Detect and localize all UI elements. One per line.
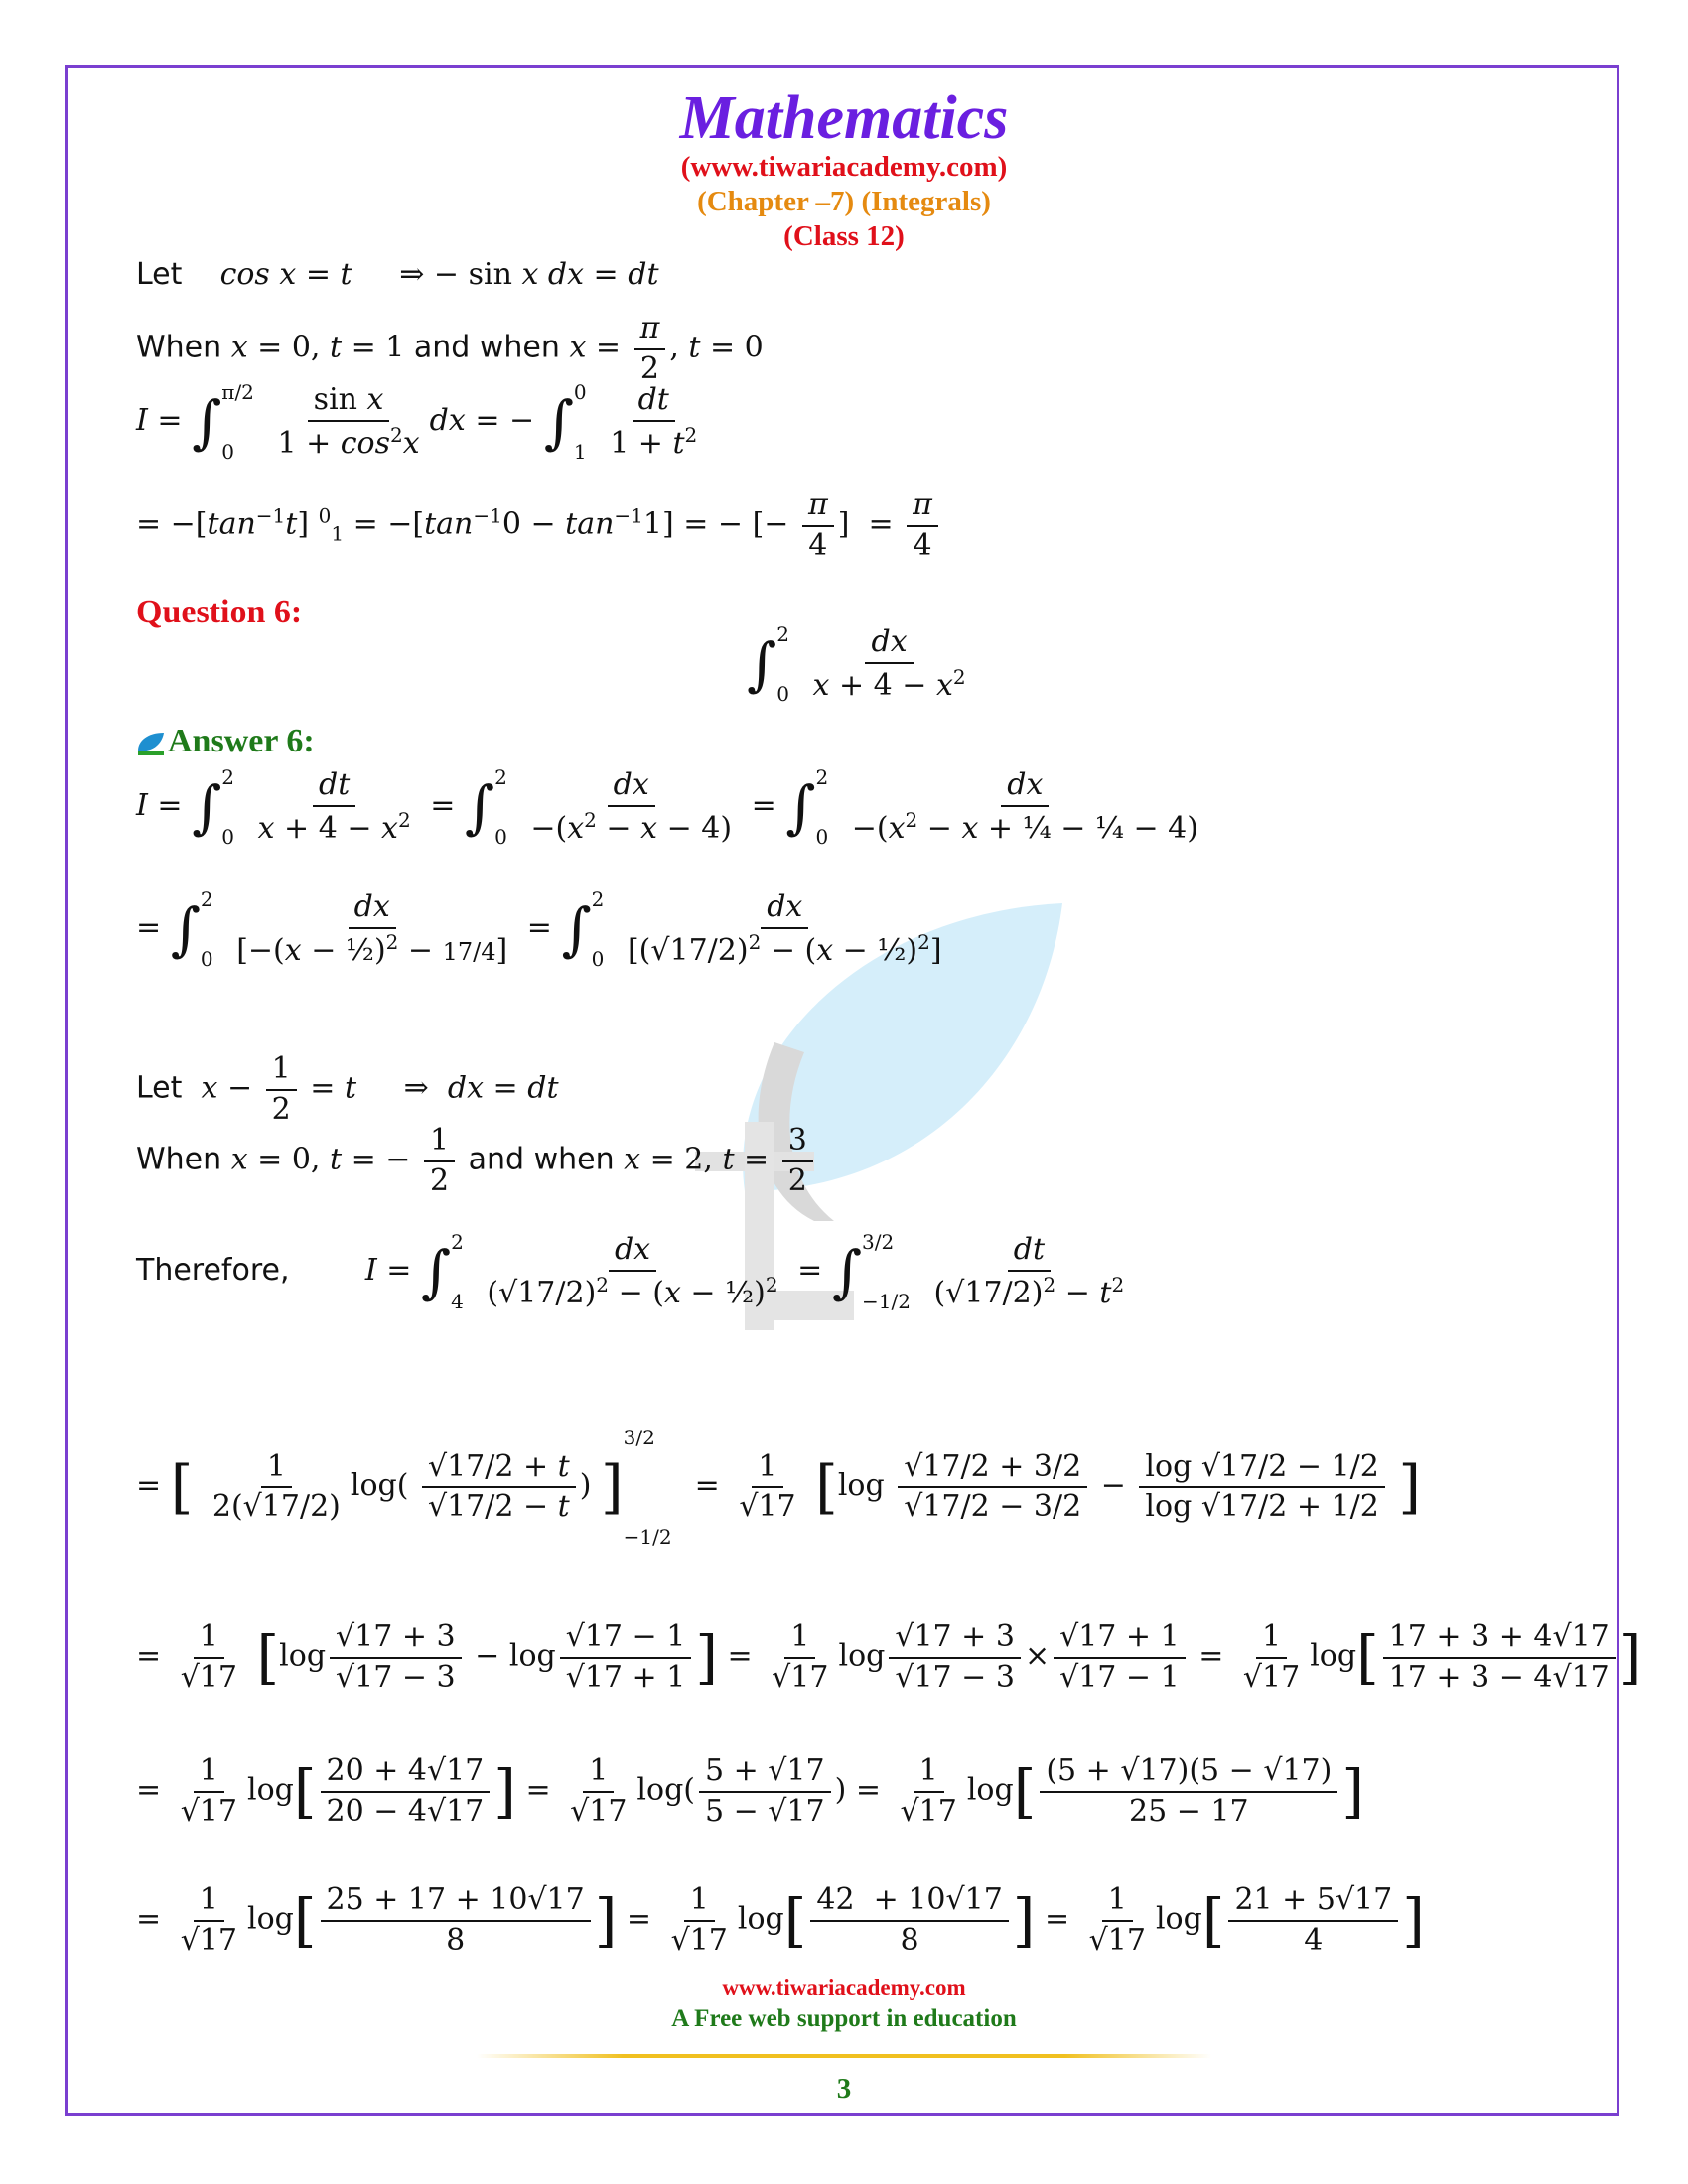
tan-result-line: = $-[\tan^{-1}t] ^0_1 = -[\tan^{-1}0 - \tan^{-1}1]$ = − [− $\frac{\pi}{4}$ ] = $\frac{\pi}{4}$ (136, 486, 942, 565)
header-class: (Class 12) (783, 220, 905, 252)
answer-line-1: I = ∫ 2 0 $\frac{dt}{x + 4 - x^2}$ = ∫ 2 0 $\frac{dx}{-(x^2 - x - 4)}$ = ∫ 2 0 $\frac{dx}{-(x^2 - x + \frac{1}{4} - \frac{1}{4} - 4)}$ (136, 765, 1198, 849)
footer-tagline: A Free web support in education (671, 2005, 1017, 2032)
answer-line-4: = [ $\frac{1}{2(√17/2)}$ log( $\frac{√17/2 + t}{√17/2 - t}$ ) ] 3/2 −1/2 = $\frac{1}{√17}$ [log $\frac{√17/2 + 3/2}{√17/2 - 3/2}$ − $\frac{\log √17/2 - 1/2}{\log √17/2 + 1/2}$ ] (136, 1426, 1421, 1549)
answer-line-2: = ∫ 2 0 $\frac{dx}{[-(x - \frac{1}{2})^2 - 17/4]}$ = ∫ 2 0 $\frac{dx}{[(√17/2)^2 - (x - \frac{1}{2})^2]}$ (136, 887, 942, 971)
page-title: Mathematics (679, 84, 1009, 152)
question-label: Question 6: (136, 594, 303, 630)
answer-limits-line: When x = 0, t = − $\frac{1}{2}$ and when x = 2, t = $\frac{3}{2}$ (136, 1122, 817, 1200)
page-number: 3 (836, 2073, 852, 2105)
limits-line: When x = 0, t = 1 and when x = $\frac{\pi}{2}$ , t = 0 (136, 311, 764, 386)
let-substitution-line: Let cos x = t ⇒ − sin x dx = dt (136, 257, 659, 292)
footer-website[interactable]: www.tiwariacademy.com (722, 1976, 966, 2000)
footer-divider (477, 2054, 1211, 2058)
answer-heading (136, 723, 315, 760)
integral-transform-line: I = ∫ π/2 0 $\frac{\text{sin x}}{1 + \cos^2x}$ dx = − ∫ 0 1 $\frac{dt}{1 + t^2}$ (136, 380, 698, 464)
answer-label: Answer 6: (168, 723, 315, 759)
answer-line-7: = $\frac{1}{√17}$ log[ $\frac{25 + 17 + 10√17}{8}$ ] = $\frac{1}{√17}$ log[ $\frac{42 + 10√17}{8}$ ] = $\frac{1}{√17}$ log[ $\frac{21 + 5√17}{4}$ ] (136, 1882, 1425, 1958)
header-website[interactable]: (www.tiwariacademy.com) (680, 151, 1008, 183)
question-expression: ∫ 2 0 $\frac{dx}{x + 4 - x^2}$ (747, 622, 966, 706)
let-x-line: Let x − $\frac{1}{2}$ = t ⇒ dx = dt (136, 1051, 559, 1127)
header-chapter: (Chapter –7) (Integrals) (697, 186, 991, 217)
answer-line-5: = $\frac{1}{√17}$ [log $\frac{√17 + 3}{√17 - 3}$ − log $\frac{√17 - 1}{√17 + 1}$ ] = $\frac{1}{√17}$ log $\frac{√17 + 3}{√17 - 3}$ × $\frac{√17 + 1}{√17 - 1}$ = $\frac{1}{√17}$ log[ $\frac{17 + 3 + 4√17}{17 + 3 - 4√17}$ ] (136, 1619, 1642, 1695)
answer-line-6: = $\frac{1}{√17}$ log[ $\frac{20 + 4√17}{20 - 4√17}$ ] = $\frac{1}{√17}$ log( $\frac{5 + √17}{5 - √17}$ ) = $\frac{1}{√17}$ log[ $\frac{(5 + √17)(5 - √17)}{25 - 17}$ ] (136, 1753, 1364, 1829)
tiwari-small-logo-icon (136, 731, 166, 756)
therefore-line: Therefore, I = ∫ 2 4 $\frac{dx}{(√17/2)^2 - (x - \frac{1}{2})^2}$ = ∫ 3/2 −1/2 $\frac{dt}{(√17/2)^2 - t^2}$ (136, 1230, 1125, 1313)
